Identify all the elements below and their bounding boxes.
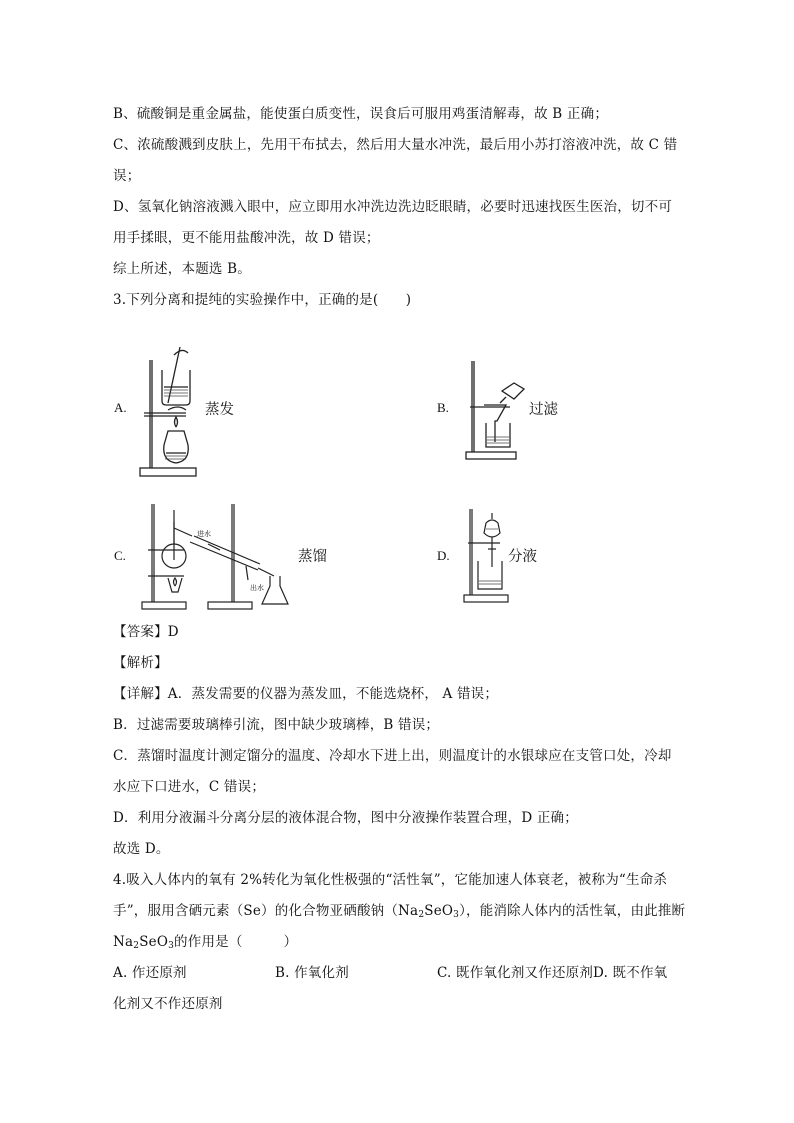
question-4-line-3: $Na_2SeO_3$的作用是（ ） bbox=[113, 934, 298, 951]
analysis-line-a: 【详解】A．蒸发需要的仪器为蒸发皿，不能选烧杯， A 错误； bbox=[113, 686, 499, 702]
figure-b-label: B. bbox=[437, 400, 449, 415]
figure-d-label: D. bbox=[437, 548, 450, 563]
text-line-summary: 综上所述，本题选 B。 bbox=[113, 261, 251, 277]
in-water-label: 进水 bbox=[197, 530, 211, 538]
option-b: B. 作氧化剂 bbox=[275, 965, 349, 981]
analysis-line-b: B．过滤需要玻璃棒引流，图中缺少玻璃棒，B 错误； bbox=[113, 717, 440, 733]
filtration-apparatus-icon bbox=[462, 357, 532, 462]
option-c-d: C. 既作氧化剂又作还原剂D. 既不作氧 bbox=[437, 965, 668, 981]
text-line-c: C、浓硫酸溅到皮肤上，先用干布拭去，然后用大量水冲洗，最后用小苏打溶液冲洗，故 C 错 bbox=[113, 137, 678, 153]
figure-d-name: 分液 bbox=[508, 549, 537, 565]
answer: 【答案】D bbox=[113, 624, 179, 640]
figure-c-name: 蒸馏 bbox=[298, 549, 327, 565]
text-line-b: B、硫酸铜是重金属盐，能使蛋白质变性，误食后可服用鸡蛋清解毒，故 B 正确； bbox=[113, 106, 609, 122]
analysis-line-c: C．蒸馏时温度计测定馏分的温度、冷却水下进上出，则温度计的水银球应在支管口处，冷却 bbox=[113, 748, 672, 764]
analysis-line-c-cont: 水应下口进水，C 错误； bbox=[113, 779, 266, 795]
figure-c-label: C. bbox=[114, 548, 126, 563]
out-water-label: 出水 bbox=[250, 584, 264, 592]
analysis-title: 【解析】 bbox=[113, 655, 168, 671]
figure-b-name: 过滤 bbox=[529, 402, 558, 418]
analysis-line-d: D．利用分液漏斗分离分层的液体混合物，图中分液操作装置合理，D 正确； bbox=[113, 810, 578, 826]
text-line-d: D、氢氧化钠溶液溅入眼中，应立即用水冲洗边洗边眨眼睛，必要时迅速找医生医治，切不可 bbox=[113, 199, 673, 215]
text-line-c-cont: 误； bbox=[113, 168, 141, 184]
option-a: A. 作还原剂 bbox=[113, 965, 187, 981]
question-4-line-2: 手”，服用含硒元素（Se）的化合物亚硒酸钠$(Na_2SeO_3)$，能消除人体内的活性氧，由此推断 bbox=[113, 903, 686, 920]
option-d-cont: 化剂又不作还原剂 bbox=[113, 996, 223, 1012]
analysis-conclusion: 故选 D。 bbox=[113, 841, 170, 857]
distillation-apparatus-icon bbox=[138, 500, 298, 612]
figure-a-label: A. bbox=[114, 400, 127, 415]
question-3: 3.下列分离和提纯的实验操作中，正确的是( ) bbox=[113, 292, 412, 308]
figure-a-name: 蒸发 bbox=[205, 402, 234, 418]
question-4-line-1: 4.吸入人体内的氧有 2%转化为氧化性极强的“活性氧”，它能加速人体衰老，被称为“生命杀 bbox=[113, 872, 668, 888]
separatory-funnel-apparatus-icon bbox=[462, 505, 512, 605]
text-line-d-cont: 用手揉眼，更不能用盐酸冲洗，故 D 错误； bbox=[113, 230, 380, 246]
evaporation-apparatus-icon bbox=[134, 335, 206, 480]
